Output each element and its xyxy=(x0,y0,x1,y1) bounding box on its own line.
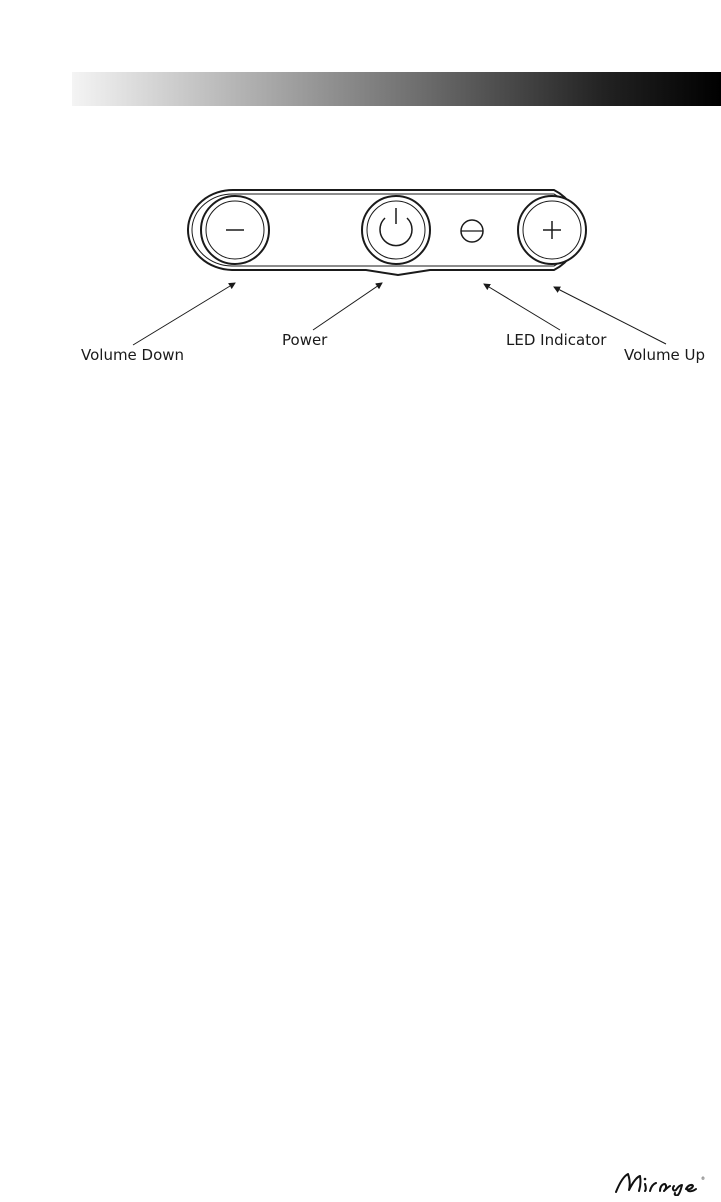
power-label: Power xyxy=(282,331,328,349)
volume-down-callout-line xyxy=(133,283,235,345)
power-callout-line xyxy=(313,283,382,330)
volume-up-button[interactable] xyxy=(518,196,586,264)
volume-up-label: Volume Up xyxy=(624,346,706,364)
led-indicator-label: LED Indicator xyxy=(506,331,607,349)
power-button[interactable] xyxy=(362,196,430,264)
led-callout-line xyxy=(484,284,560,330)
mirage-logo xyxy=(612,1168,712,1196)
volume-down-button[interactable] xyxy=(201,196,269,264)
volume-down-label: Volume Down xyxy=(81,346,185,364)
svg-text:®: ® xyxy=(701,1176,705,1181)
led-indicator xyxy=(461,220,483,242)
